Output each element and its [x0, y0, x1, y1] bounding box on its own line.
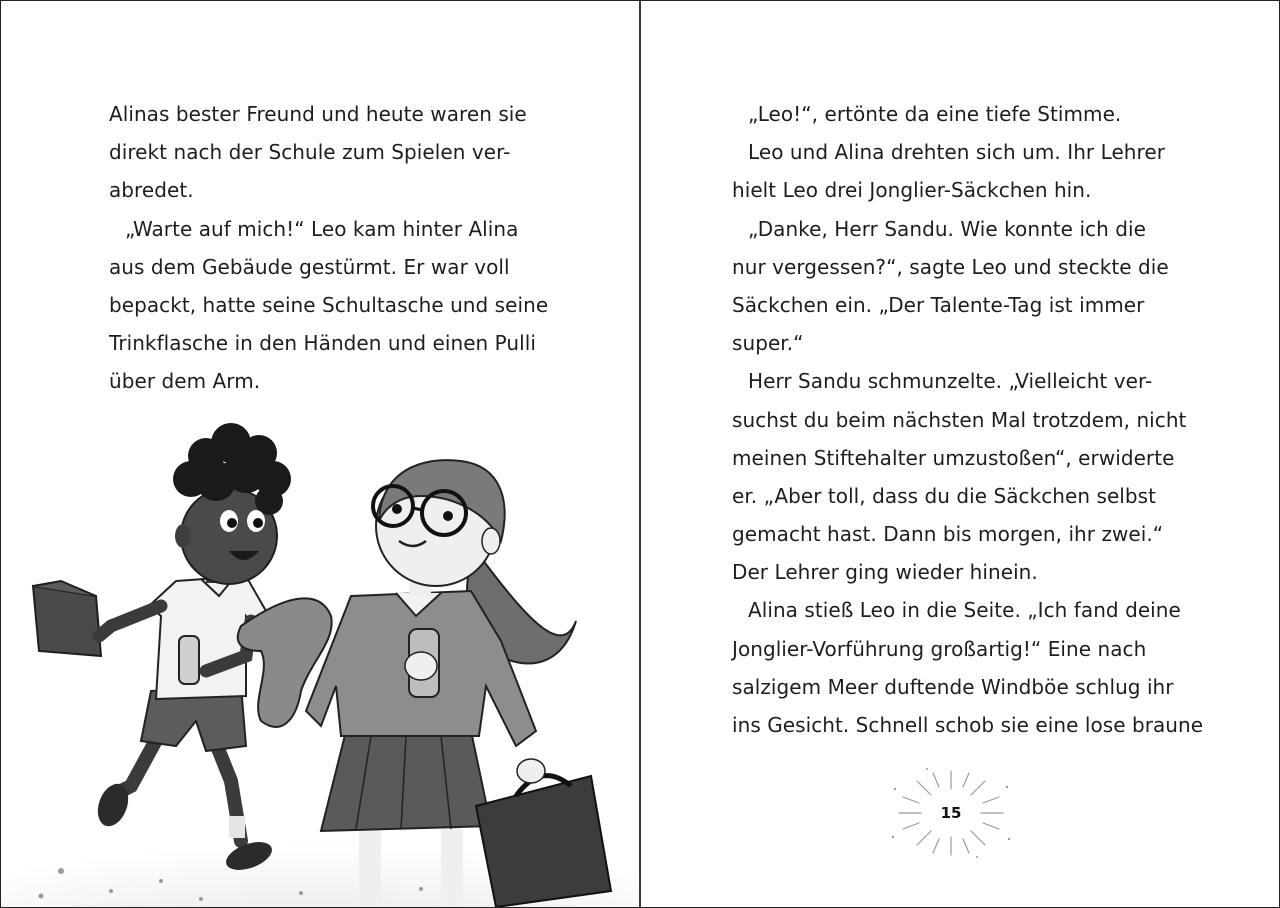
text-line: salzigem Meer duftende Windböe schlug ihr: [732, 674, 1174, 699]
text-line: Der Lehrer ging wieder hinein.: [732, 560, 1038, 585]
text-line: abredet.: [109, 178, 194, 203]
text-line: bepackt, hatte seine Schultasche und seine: [109, 292, 549, 317]
page-number-ornament: [881, 763, 1021, 863]
text-line: „Warte auf mich!“ Leo kam hinter Alina: [125, 216, 519, 241]
text-line: aus dem Gebäude gestürmt. Er war voll: [109, 254, 510, 279]
right-page-text: [732, 95, 1203, 744]
children-illustration: [1, 401, 639, 907]
text-line: Alinas bester Freund und heute waren sie: [109, 102, 527, 126]
text-line: Säckchen ein. „Der Talente-Tag ist immer: [732, 292, 1145, 317]
text-line: Alina stieß Leo in die Seite. „Ich fand deine: [748, 598, 1181, 623]
right-page: [641, 1, 1280, 907]
left-page-text: [109, 95, 548, 401]
text-line: suchst du beim nächsten Mal trotzdem, nicht: [732, 407, 1187, 432]
text-line: Trinkflasche in den Händen und einen Pulli: [109, 331, 536, 356]
text-line: gemacht hast. Dann bis morgen, ihr zwei.“: [732, 522, 1164, 547]
text-line: nur vergessen?“, sagte Leo und steckte die: [732, 254, 1169, 279]
text-line: Jonglier-Vorführung großartig!“ Eine nach: [732, 636, 1147, 661]
text-line: „Danke, Herr Sandu. Wie konnte ich die: [748, 216, 1146, 241]
text-line: direkt nach der Schule zum Spielen ver-: [109, 140, 511, 165]
left-page: [1, 1, 639, 907]
text-line: „Leo!“, ertönte da eine tiefe Stimme.: [748, 102, 1122, 126]
text-line: über dem Arm.: [109, 369, 261, 394]
text-line: er. „Aber toll, dass du die Säckchen selbst: [732, 483, 1157, 508]
text-line: Herr Sandu schmunzelte. „Vielleicht ver-: [748, 369, 1153, 394]
text-line: Leo und Alina drehten sich um. Ihr Lehrer: [748, 140, 1165, 165]
text-line: meinen Stiftehalter umzustoßen“, erwiderte: [732, 445, 1175, 470]
page-number: 15: [940, 804, 962, 822]
text-line: hielt Leo drei Jonglier-Säckchen hin.: [732, 178, 1092, 203]
text-line: ins Gesicht. Schnell schob sie eine lose braune: [732, 713, 1204, 737]
text-line: super.“: [732, 331, 804, 356]
